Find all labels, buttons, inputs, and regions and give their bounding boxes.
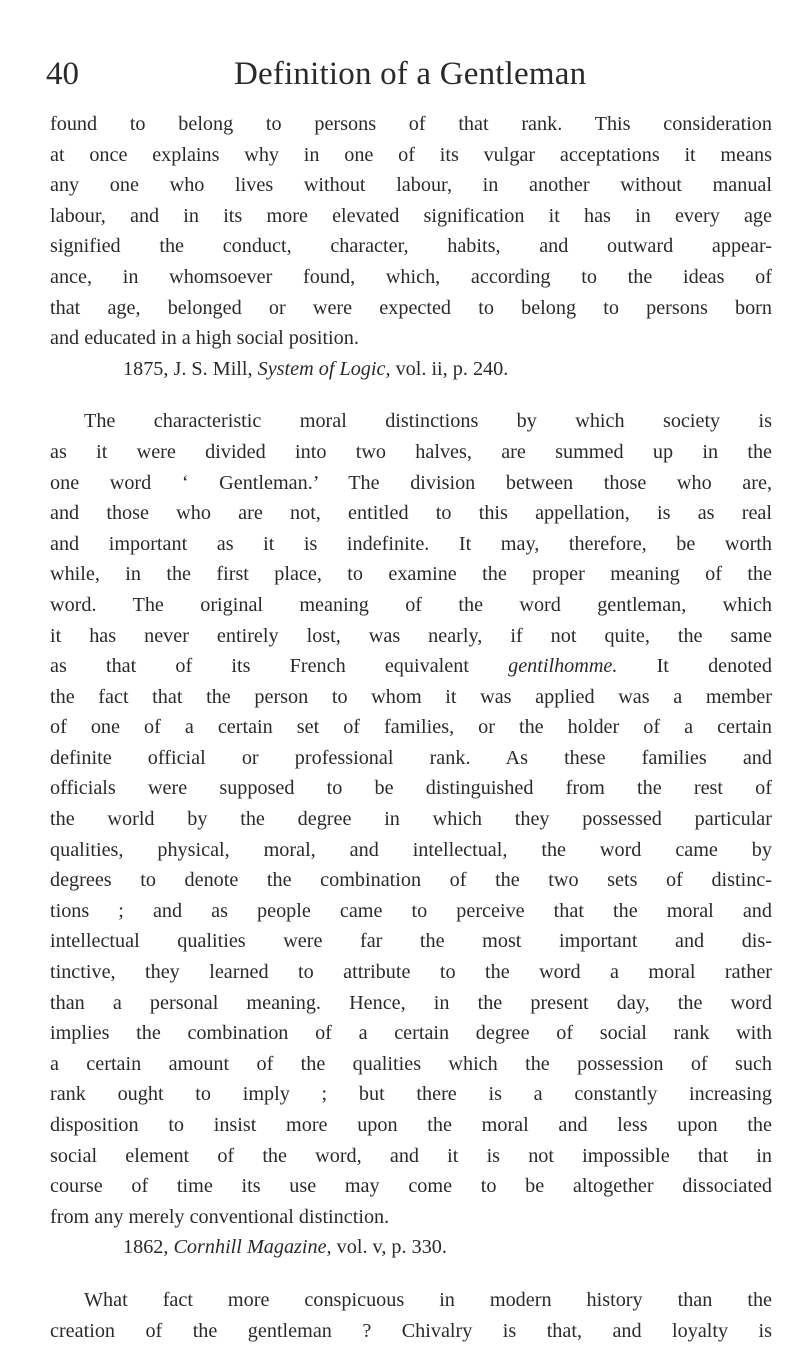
text-line: signified the conduct, character, habits, and outward appear- bbox=[50, 235, 772, 258]
text-line: social element of the word, and it is not impossible that in bbox=[50, 1144, 772, 1167]
citation-suffix: vol. v, p. 330. bbox=[331, 1236, 447, 1259]
running-title: Definition of a Gentleman bbox=[234, 56, 587, 92]
quotation-mill bbox=[50, 109, 772, 384]
citation-prefix: 1875, J. S. Mill, bbox=[123, 357, 258, 380]
quotation-third bbox=[50, 1285, 772, 1346]
paragraph-gap bbox=[50, 384, 772, 406]
text-line: it has never entirely lost, was nearly, if not quite, the same bbox=[50, 624, 772, 647]
text-line: intellectual qualities were far the most important and dis- bbox=[50, 930, 772, 953]
text-line: What fact more conspicuous in modern history than the bbox=[84, 1288, 772, 1311]
text-line: officials were supposed to be distinguished from the rest of bbox=[50, 777, 772, 800]
text-line: that age, belonged or were expected to belong to persons born bbox=[50, 296, 772, 319]
text-line: any one who lives without labour, in another without manual bbox=[50, 174, 772, 197]
text-line: labour, and in its more elevated signification it has in every age bbox=[50, 204, 772, 227]
text-line: qualities, physical, moral, and intellectual, the word came by bbox=[50, 838, 772, 861]
text-line: the fact that the person to whom it was applied was a member bbox=[50, 685, 772, 708]
text-line: and those who are not, entitled to this appellation, is as real bbox=[50, 502, 772, 525]
text-line: tinctive, they learned to attribute to the word a moral rather bbox=[50, 961, 772, 984]
text-line: and educated in a high social position. bbox=[50, 327, 359, 350]
text-line: course of time its use may come to be altogether dissociated bbox=[50, 1175, 772, 1198]
citation-prefix: 1862, bbox=[123, 1236, 174, 1259]
text-line: tions ; and as people came to perceive that the moral and bbox=[50, 899, 772, 922]
quotation-cornhill bbox=[50, 406, 772, 1263]
citation-work: System of Logic, bbox=[257, 357, 391, 380]
citation-suffix: vol. ii, p. 240. bbox=[390, 357, 509, 380]
text-line: a certain amount of the qualities which the possession of such bbox=[50, 1052, 772, 1075]
text-line: definite official or professional rank. As these families and bbox=[50, 746, 772, 769]
text-line: found to belong to persons of that rank. This consideration bbox=[50, 113, 772, 135]
text-line: at once explains why in one of its vulgar acceptations it means bbox=[50, 143, 772, 166]
citation bbox=[50, 1232, 772, 1263]
text-line: while, in the first place, to examine the proper meaning of the bbox=[50, 563, 772, 586]
page-header bbox=[46, 52, 786, 102]
text-line bbox=[50, 651, 772, 682]
italic-term: gentilhomme. bbox=[508, 655, 618, 678]
text-line: creation of the gentleman ? Chivalry is that, and loyalty is bbox=[50, 1319, 772, 1342]
text-segment: as that of its French equivalent bbox=[50, 655, 509, 678]
text-line: as it were divided into two halves, are summed up in the bbox=[50, 440, 772, 463]
text-line: one word ‘ Gentleman.’ The division between those who are, bbox=[50, 471, 772, 494]
text-line: disposition to insist more upon the moral and less upon the bbox=[50, 1114, 772, 1136]
citation-work: Cornhill Magazine, bbox=[173, 1236, 332, 1259]
citation bbox=[50, 354, 772, 385]
text-line: the world by the degree in which they possessed particular bbox=[50, 808, 772, 831]
text-line: The characteristic moral distinctions by which society is bbox=[84, 410, 772, 433]
text-segment: It denoted bbox=[617, 655, 772, 678]
paragraph-gap bbox=[50, 1263, 772, 1285]
page-number: 40 bbox=[46, 56, 79, 92]
text-line: than a personal meaning. Hence, in the present day, the word bbox=[50, 991, 772, 1014]
text-line: ance, in whomsoever found, which, according to the ideas of bbox=[50, 265, 772, 288]
text-line: of one of a certain set of families, or the holder of a certain bbox=[50, 716, 772, 739]
text-line: implies the combination of a certain degree of social rank with bbox=[50, 1022, 772, 1045]
text-line: degrees to denote the combination of the two sets of distinc- bbox=[50, 869, 772, 892]
text-line: and important as it is indefinite. It may, therefore, be worth bbox=[50, 532, 772, 555]
text-line: from any merely conventional distinction. bbox=[50, 1205, 390, 1228]
text-line: rank ought to imply ; but there is a constantly increasing bbox=[50, 1083, 772, 1106]
text-line: word. The original meaning of the word gentleman, which bbox=[50, 593, 772, 616]
page-body bbox=[50, 109, 772, 1346]
